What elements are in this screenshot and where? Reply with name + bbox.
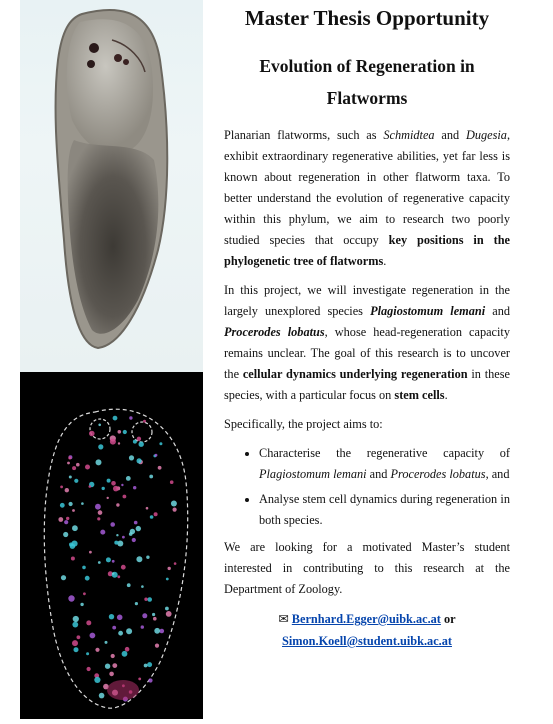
cell-nucleus [153, 617, 157, 621]
contact-block: ✉ Bernhard.Egger@uibk.ac.at or Simon.Koell@student.uibk.ac.at [278, 612, 456, 648]
cell-nucleus [60, 486, 63, 489]
cell-nucleus [96, 459, 102, 465]
cell-nucleus [174, 562, 177, 565]
cell-nucleus [63, 532, 68, 537]
cell-nucleus [117, 541, 123, 547]
cell-nucleus [102, 487, 105, 490]
cell-nucleus [95, 504, 101, 510]
cell-nucleus [134, 521, 138, 525]
cell-nucleus [82, 566, 86, 570]
page-subtitle: Evolution of Regeneration in Flatworms [259, 56, 475, 108]
cell-nucleus [144, 598, 147, 601]
email-link-egger[interactable]: Bernhard.Egger@uibk.ac.at [291, 612, 441, 626]
cell-nucleus [125, 647, 130, 652]
cell-nucleus [141, 585, 144, 588]
cell-nucleus [130, 529, 135, 534]
cell-nucleus [90, 633, 96, 639]
cell-nucleus [110, 522, 115, 527]
cell-nucleus [95, 648, 99, 652]
fluorescence-image [20, 372, 203, 719]
cell-nucleus [80, 603, 83, 606]
cell-nucleus [72, 525, 78, 531]
cell-nucleus [94, 677, 100, 683]
cell-nucleus [98, 444, 103, 449]
email-link-koell[interactable]: Simon.Koell@student.uibk.ac.at [282, 634, 452, 648]
cell-nucleus [69, 543, 73, 547]
cell-nucleus [170, 480, 174, 484]
cell-nucleus [76, 463, 80, 467]
cell-nucleus [73, 616, 79, 622]
cell-nucleus [116, 534, 118, 536]
cell-nucleus [87, 667, 91, 671]
cell-nucleus [89, 485, 92, 488]
cell-nucleus [118, 631, 123, 636]
cell-nucleus [132, 538, 136, 542]
cell-nucleus [60, 503, 65, 508]
cell-nucleus [136, 526, 141, 531]
cell-nucleus [146, 556, 149, 559]
cell-nucleus [72, 640, 78, 646]
cell-nucleus [81, 502, 84, 505]
page-title: Master Thesis Opportunity [244, 6, 490, 30]
cell-nucleus [98, 424, 101, 427]
cell-nucleus [105, 641, 108, 644]
cell-nucleus [123, 430, 127, 434]
cell-nucleus [126, 628, 132, 634]
cell-nucleus [110, 439, 116, 445]
cell-nucleus [121, 565, 126, 570]
cell-nucleus [122, 651, 128, 657]
cell-nucleus [85, 465, 90, 470]
cell-nucleus [159, 442, 162, 445]
cell-nucleus [136, 556, 142, 562]
cell-nucleus [74, 479, 78, 483]
cell-nucleus [144, 664, 148, 668]
cell-nucleus [137, 437, 141, 441]
envelope-icon: ✉ [278, 612, 289, 626]
intro-paragraph: Planarian flatworms, such as Schmidtea and Dugesia, exhibit extraordinary regenerative abilities, yet far less is known about regeneration in other flatworm taxa. To better understand the evolution of regenerative capacity within this phylum, we aim to research two poorly studied species that occupy key positions in the phylogenetic tree of flatworms. [224, 128, 511, 268]
project-paragraph: In this project, we will investigate regeneration in the largely unexplored species Plagiostomum lemani and Procerodes lobatus, whose head-regeneration capacity remains unclear. The goal of this research is to uncover the cellular dynamics underlying regeneration in these species, with a particular focus on stem cells. [224, 283, 510, 402]
cell-nucleus [155, 454, 158, 457]
cell-nucleus [97, 517, 100, 520]
cell-nucleus [138, 678, 141, 681]
cell-nucleus [133, 440, 137, 444]
cell-nucleus [105, 664, 110, 669]
cell-nucleus [72, 466, 76, 470]
cell-nucleus [147, 662, 152, 667]
aims-intro: Specifically, the project aims to: [224, 417, 383, 431]
cell-nucleus [64, 520, 68, 524]
cell-nucleus [113, 416, 118, 421]
cell-nucleus [148, 678, 152, 682]
cell-nucleus [155, 644, 159, 648]
cell-nucleus [160, 629, 165, 634]
cell-nucleus [89, 431, 95, 437]
cell-nucleus [100, 530, 105, 535]
cell-nucleus [114, 541, 118, 545]
cell-nucleus [152, 613, 155, 616]
cell-nucleus [68, 595, 74, 601]
cell-nucleus [165, 607, 169, 611]
cell-nucleus [113, 486, 119, 492]
cell-nucleus [146, 507, 149, 510]
cell-nucleus [150, 515, 154, 519]
flatworm-micrograph [20, 0, 203, 372]
cell-nucleus [109, 614, 114, 619]
aims-list [224, 443, 510, 531]
cell-nucleus [69, 476, 72, 479]
cell-nucleus [166, 611, 172, 617]
cell-nucleus [168, 567, 171, 570]
cell-nucleus [129, 455, 134, 460]
cell-nucleus [61, 575, 66, 580]
cell-nucleus [66, 517, 69, 520]
cell-nucleus [99, 693, 105, 699]
cell-nucleus [89, 551, 92, 554]
cell-nucleus [68, 457, 71, 460]
cell-nucleus [111, 481, 116, 486]
cell-nucleus [129, 416, 132, 419]
cell-nucleus [117, 615, 123, 621]
cell-nucleus [127, 583, 131, 587]
cell-nucleus [139, 442, 144, 447]
cell-nucleus [106, 557, 111, 562]
cell-nucleus [149, 475, 153, 479]
cell-nucleus [86, 620, 91, 625]
cell-nucleus [118, 442, 120, 444]
cell-nucleus [109, 672, 114, 677]
cell-nucleus [117, 575, 120, 578]
cell-nucleus [83, 592, 86, 595]
cell-nucleus [166, 578, 169, 581]
cell-nucleus [137, 458, 142, 463]
cell-nucleus [72, 509, 75, 512]
cell-nucleus [141, 625, 144, 628]
cell-nucleus [67, 462, 70, 465]
cell-nucleus [173, 508, 177, 512]
cell-nucleus [142, 613, 147, 618]
cell-nucleus [98, 510, 103, 515]
list-item: • Analyse stem cell dynamics during regeneration in both species. [259, 489, 510, 531]
cell-nucleus [86, 652, 89, 655]
cell-nucleus [112, 663, 117, 668]
cell-nucleus [135, 602, 138, 605]
cell-nucleus [116, 503, 119, 506]
cell-nucleus [65, 488, 69, 492]
cell-nucleus [123, 495, 127, 499]
cell-nucleus [85, 576, 90, 581]
cell-nucleus [121, 484, 123, 486]
cell-nucleus [112, 572, 114, 574]
cell-nucleus [118, 430, 122, 434]
cell-nucleus [69, 502, 73, 506]
cell-nucleus [112, 626, 116, 630]
cell-nucleus [77, 635, 81, 639]
cell-nucleus [71, 557, 75, 561]
cell-nucleus [154, 628, 160, 634]
image-column [20, 0, 203, 719]
cell-nucleus [112, 560, 115, 563]
call-paragraph: We are looking for a motivated Master’s student interested in contributing to this research at the Department of Zoology. [224, 540, 510, 596]
cell-nucleus [122, 536, 125, 539]
cell-nucleus [126, 476, 131, 481]
cell-nucleus [107, 479, 111, 483]
cell-nucleus [147, 597, 152, 602]
list-item: • Characterise the regenerative capacity of Plagiostomum lemani and Procerodes lobatus, and [259, 443, 510, 485]
cell-nucleus [143, 420, 146, 423]
cell-nucleus [171, 501, 177, 507]
cell-nucleus [158, 466, 162, 470]
cell-nucleus [154, 512, 158, 516]
cell-nucleus [58, 517, 63, 522]
cell-nucleus [107, 497, 109, 499]
cell-nucleus [133, 486, 136, 489]
cell-nucleus [98, 561, 101, 564]
cell-nucleus [72, 622, 78, 628]
cell-nucleus [111, 654, 115, 658]
cell-nucleus [74, 647, 79, 652]
body-text [224, 125, 510, 652]
